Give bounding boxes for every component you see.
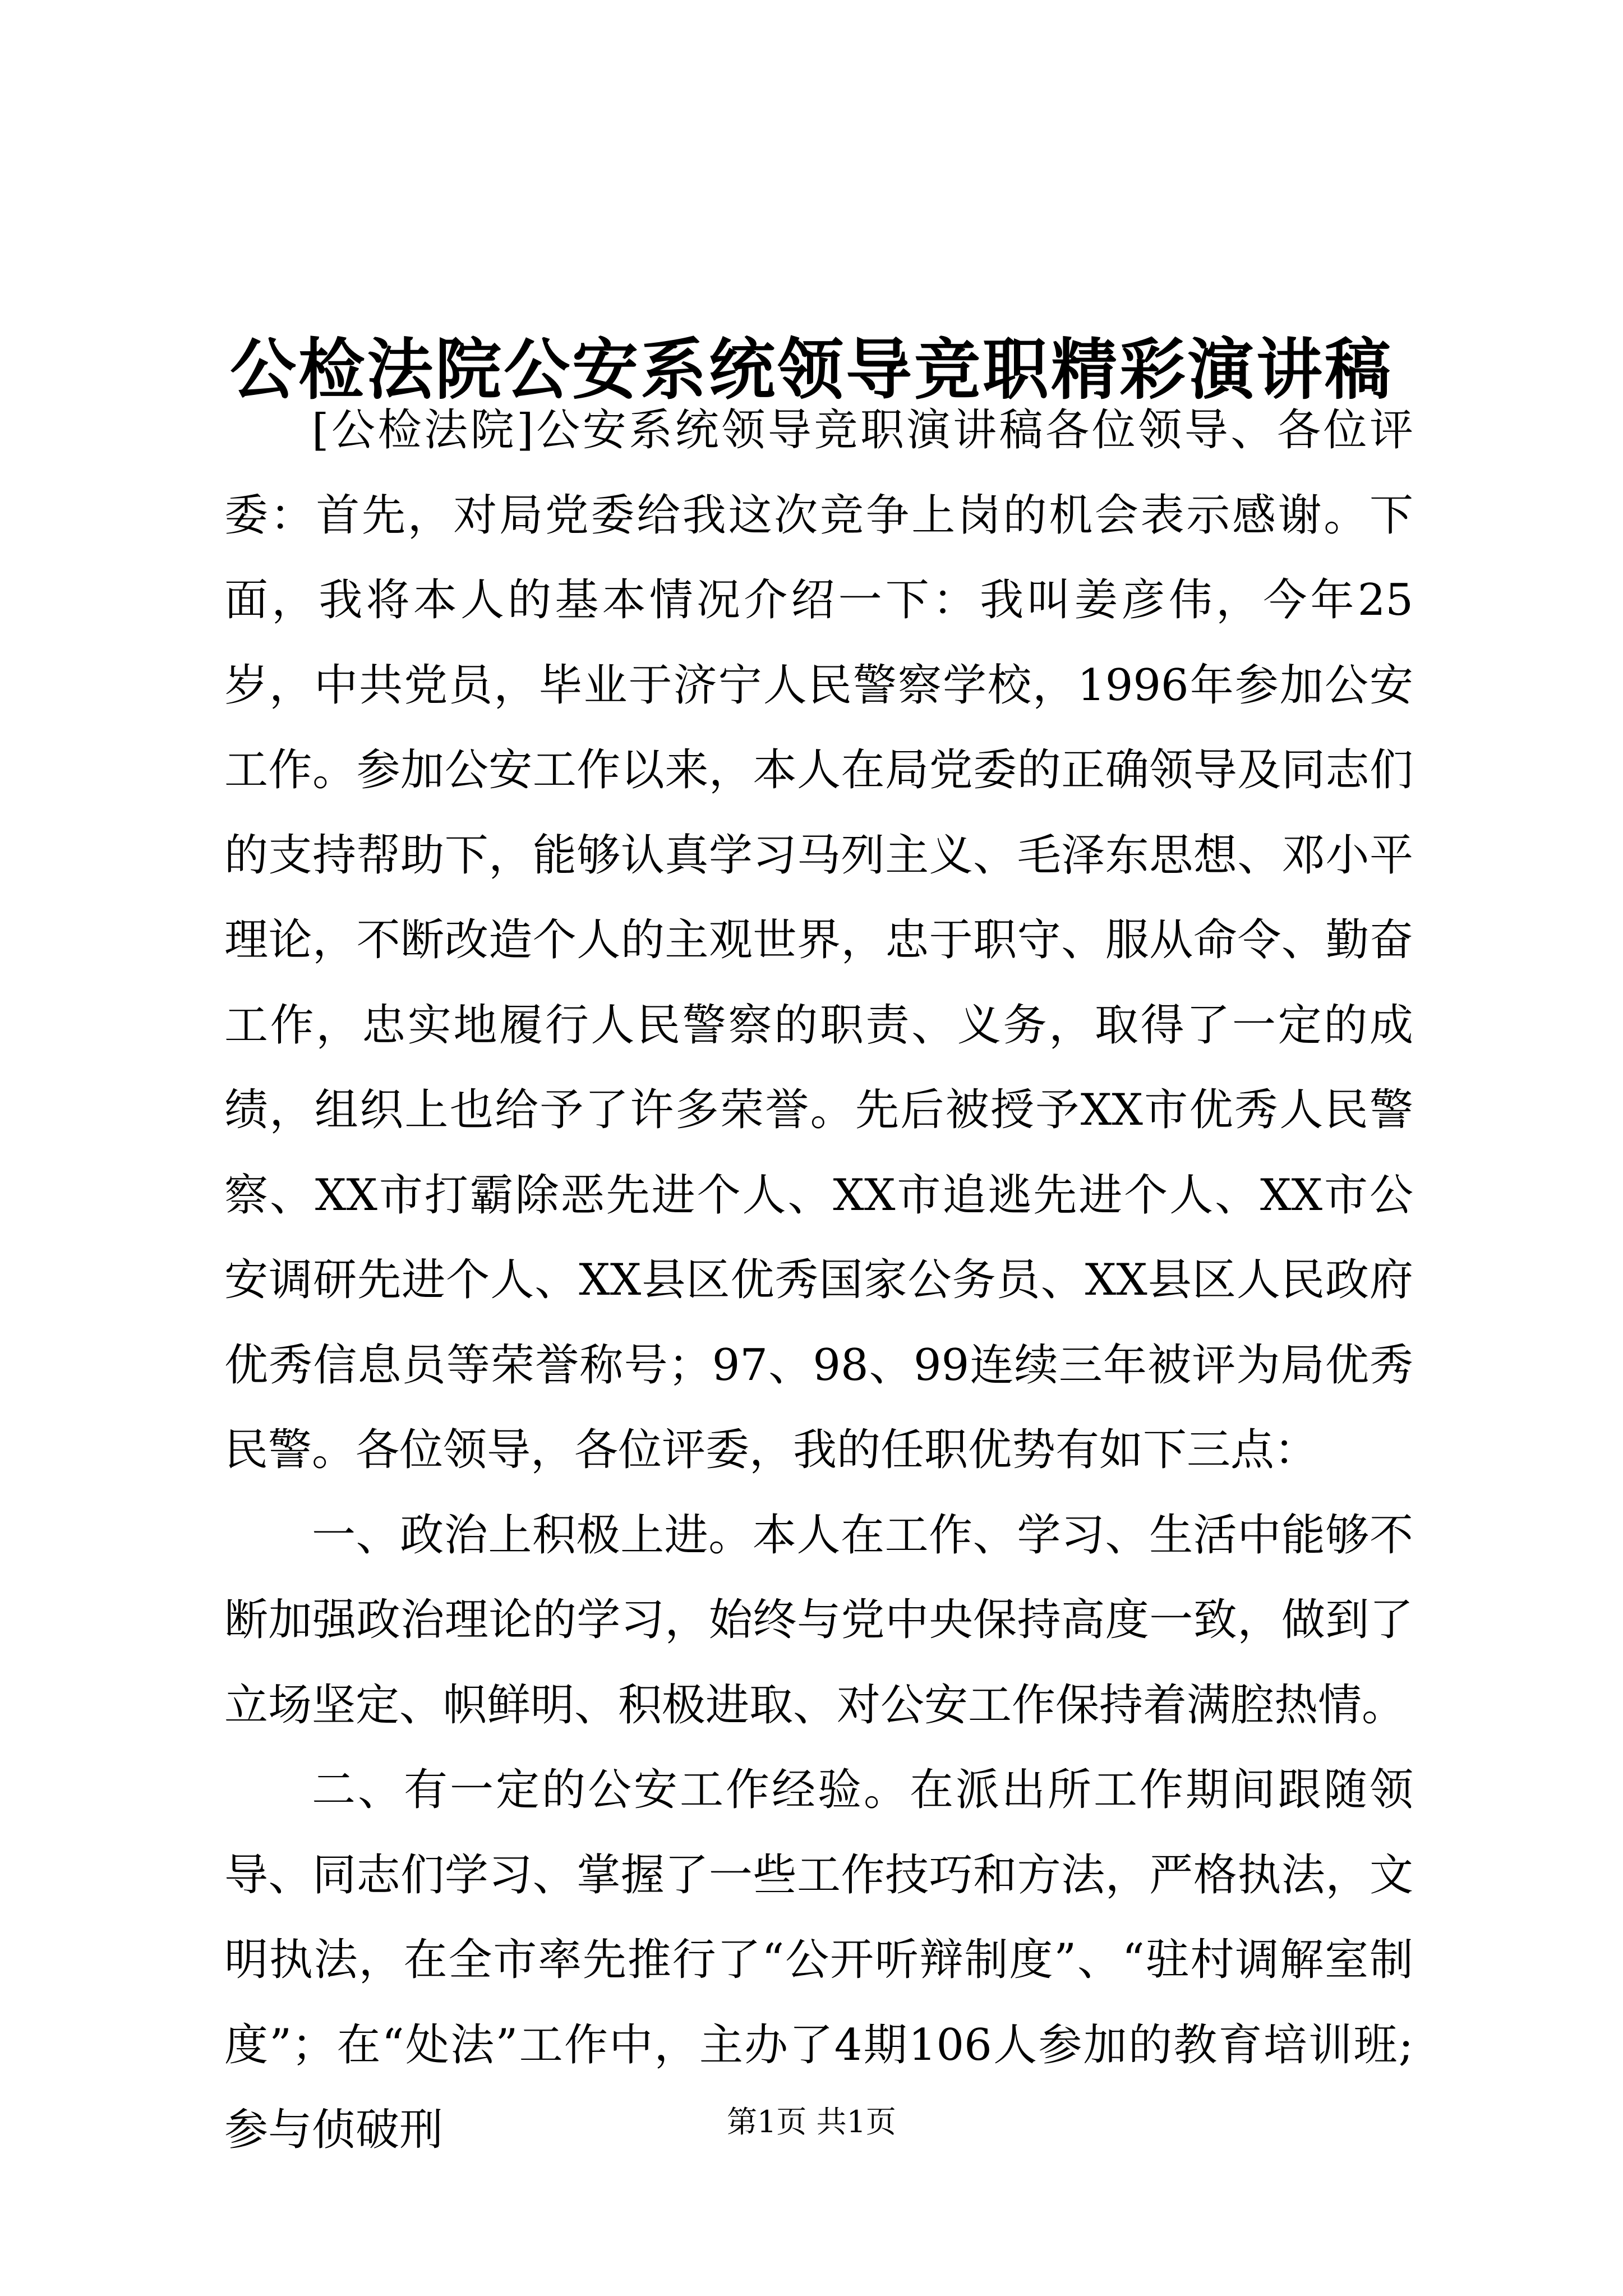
page-footer: 第1页 共1页: [727, 2104, 896, 2139]
paragraph-intro: [公检法院]公安系统领导竞职演讲稿各位领导、各位评委：首先，对局党委给我这次竞争上岗的机会表示感谢。下面，我将本人的基本情况介绍一下：我叫姜彦伟，今年25岁，中共党员，毕业于济宁人民警察学校，1996年参加公安工作。参加公安工作以来，本人在局党委的正确领导及同志们的支持帮助下，能够认真学习马列主义、毛泽东思想、邓小平理论，不断改造个人的主观世界，忠于职守、服从命令、勤奋工作，忠实地履行人民警察的职责、义务，取得了一定的成绩，组织上也给予了许多荣誉。先后被授予XX市优秀人民警察、XX市打霸除恶先进个人、XX市追逃先进个人、XX市公安调研先进个人、XX县区优秀国家公务员、XX县区人民政府优秀信息员等荣誉称号；97、98、99连续三年被评为局优秀民警。各位领导，各位评委，我的任职优势有如下三点：: [224, 405, 1413, 1475]
paragraph-point-one: 一、政治上积极上进。本人在工作、学习、生活中能够不断加强政治理论的学习，始终与党中央保持高度一致，做到了立场坚定、帜鲜明、积极进取、对公安工作保持着满腔热情。: [224, 1510, 1413, 1731]
document-title: 公检法院公安系统领导竞职精彩演讲稿: [229, 330, 1393, 409]
document-body: [224, 388, 1413, 2173]
paragraph-point-two: 二、有一定的公安工作经验。在派出所工作期间跟随领导、同志们学习、掌握了一些工作技巧和方法，严格执法，文明执法，在全市率先推行了“公开听辩制度”、“驻村调解室制度”；在“处法”工作中，主办了4期106人参加的教育培训班;参与侦破刑: [224, 1765, 1413, 2155]
